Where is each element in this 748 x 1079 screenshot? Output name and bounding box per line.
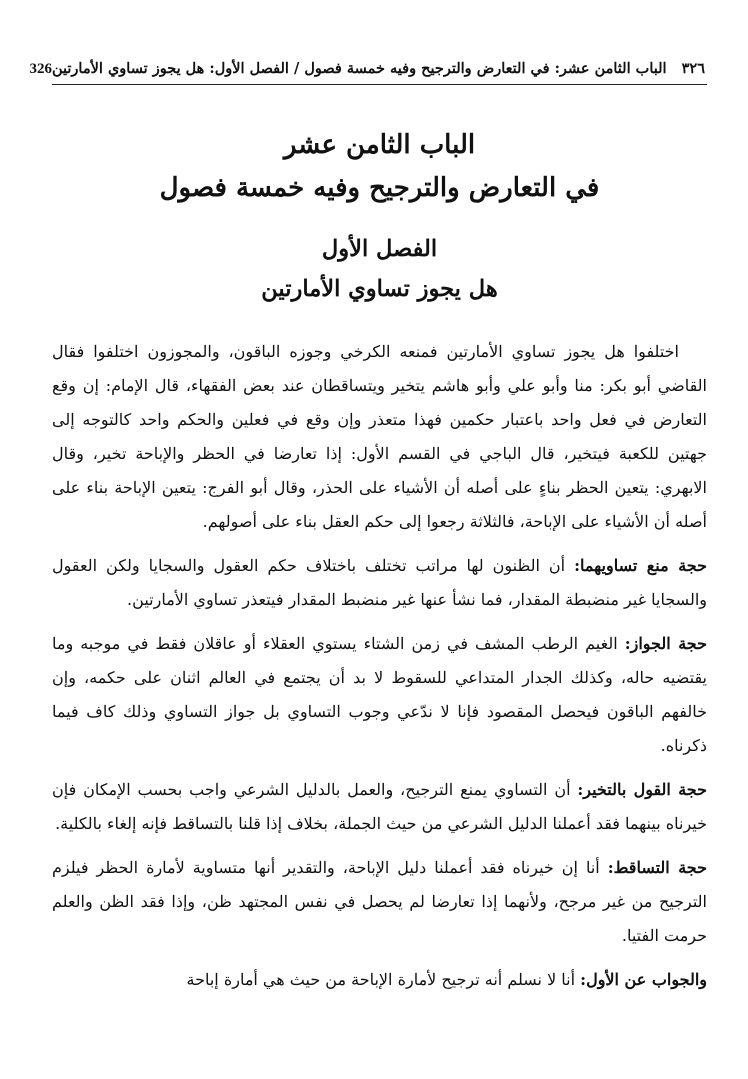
argument-paragraph (52, 773, 707, 841)
argument-paragraph (52, 549, 707, 617)
section-subtitle: هل يجوز تساوي الأمارتين (261, 276, 498, 302)
argument-text: الغيم الرطب المشف في زمن الشتاء يستوي العقلاء أو عاقلان فقط في موجبه وما يقتضيه حاله، وكذلك الجدار المتداعي للسقوط لا بد أن يجتمع في العالم اثنان على حكمه، وإن خالفهم الباقون فيحصل المقصود فإنا لا ندّعي وجوب التساوي بل جواز التساوي وذلك كاف فيما ذكرناه. (52, 634, 707, 755)
argument-paragraph (52, 627, 707, 763)
argument-text: أن الظنون لها مراتب تختلف باختلاف حكم العقول والسجايا ولكن العقول والسجايا غير منضبطة المقدار، فما نشأ عنها غير منضبط المقدار فيتعذر تساوي الأمارتين. (52, 556, 707, 609)
argument-heading: حجة التساقط: (607, 858, 708, 877)
page-number-arabic: ٣٢٦ (681, 60, 705, 77)
running-header (29, 42, 707, 85)
argument-paragraph (52, 963, 707, 997)
running-header-text-group (52, 60, 705, 77)
page-number-latin: 326 (29, 61, 52, 77)
book-page (29, 42, 708, 997)
chapter-title: الباب الثامن عشر (283, 130, 476, 160)
argument-heading: حجة الجواز: (624, 634, 708, 653)
argument-paragraph (52, 851, 707, 953)
argument-heading: حجة القول بالتخير: (577, 780, 707, 799)
argument-text: أنا لا نسلم أنه ترجيح لأمارة الإباحة من حيث هي أمارة إباحة (186, 970, 581, 989)
argument-heading: والجواب عن الأول: (580, 970, 707, 989)
intro-paragraph: اختلفوا هل يجوز تساوي الأمارتين فمنعه الكرخي وجوزه الباقون، والمجوزون اختلفوا فقال القاضي أبو بكر: منا وأبو علي وأبو هاشم يتخير ويتساقطان عند بعض الفقهاء، قال الإمام: إن وقع التعارض في فعل واحد باعتبار حكمين فهذا متعذر وإن وقع في فعلين والحكم واحد كالتوجه إلى جهتين للكعبة فيتخير، قال الباجي في القسم الأول: إذا تعارضا في الحظر والإباحة تخير، وقال الابهري: يتعين الحظر بناءٍ على أصله أن الأشياء على الحذر، وقال أبو الفرج: يتعين الإباحة بناء على أصله أن الأشياء على الإباحة، فالثلاثة رجعوا إلى حكم العقل بناء على أصولهم. (52, 342, 707, 531)
chapter-subtitle: في التعارض والترجيح وفيه خمسة فصول (159, 173, 600, 203)
running-title: الباب الثامن عشر: في التعارض والترجيح وفيه خمسة فصول / الفصل الأول: هل يجوز تساوي الأمارتين (51, 60, 667, 77)
argument-text: أنا إن خيرناه فقد أعملنا دليل الإباحة، والتقدير أنها متساوية لأمارة الحظر فيلزم الترجيح من غير مرجح، ولأنهما إذا تعارضا لم يحصل في نفس المجتهد ظن، وإذا فقد الظن والعلم حرمت الفتيا. (52, 858, 707, 945)
argument-heading: حجة منع تساويهما: (574, 556, 707, 575)
section-title: الفصل الأول (321, 236, 438, 262)
argument-text: أن التساوي يمنع الترجيح، والعمل بالدليل الشرعي واجب بحسب الإمكان فإن خيرناه بينهما فقد أعملنا الدليل الشرعي من حيث الجملة، بخلاف إذا قلنا بالتساقط فإنه إلغاء بالكلية. (52, 780, 707, 833)
